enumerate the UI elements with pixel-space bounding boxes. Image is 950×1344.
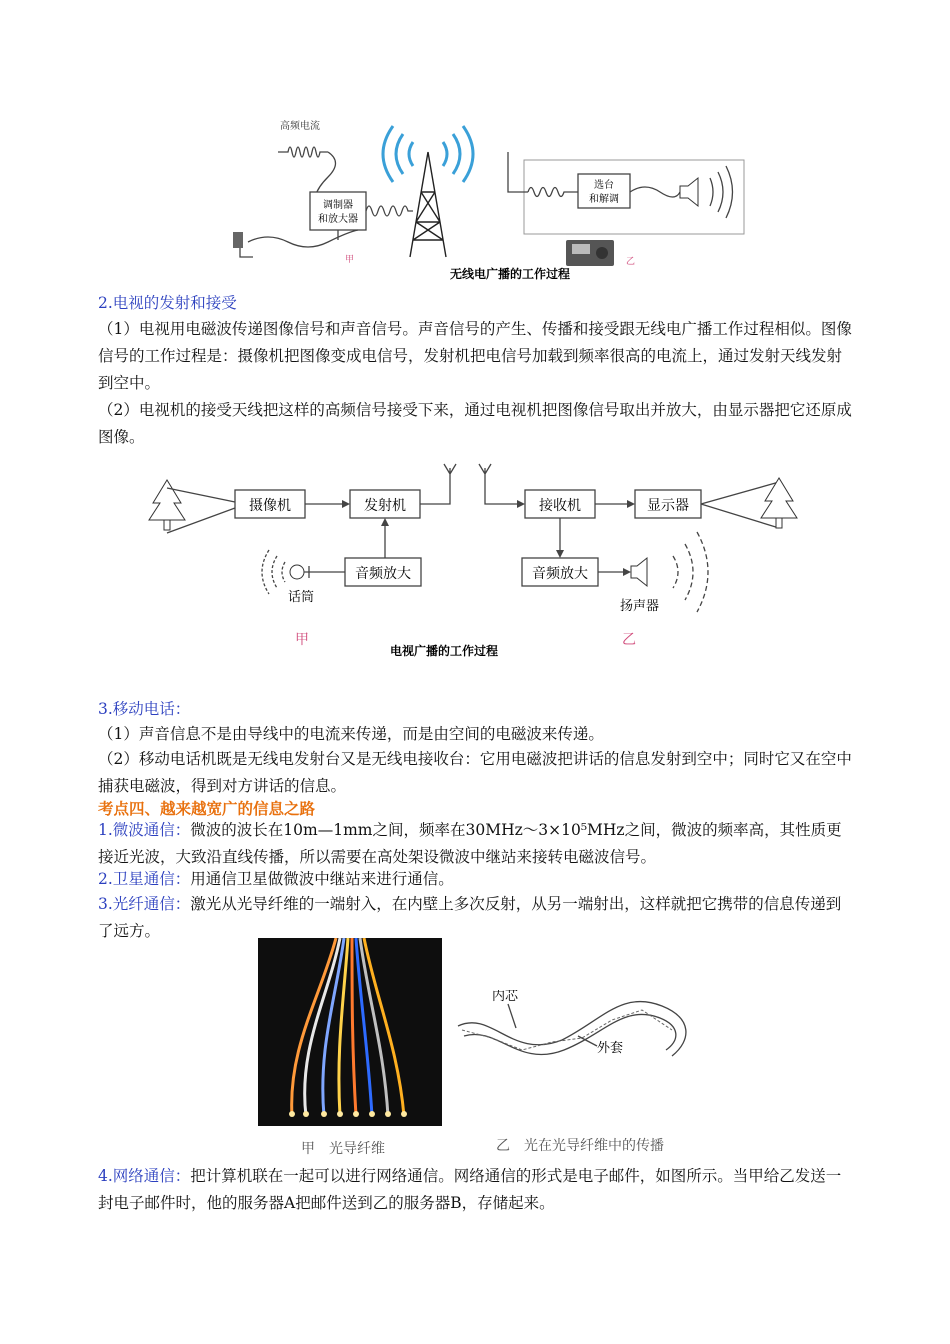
item-1-microwave	[98, 817, 853, 871]
transmitter-antenna	[420, 464, 456, 504]
audio-amp-right-label: 音频放大	[532, 566, 588, 582]
item-3-fiber	[98, 891, 853, 945]
item-4-network	[98, 1163, 853, 1217]
speaker-icon	[631, 558, 647, 586]
microphone-icon	[290, 565, 304, 579]
label-yi-fig2: 乙	[622, 632, 636, 648]
fiber-diagram-caption: 乙 光在光导纤维中的传播	[496, 1138, 664, 1154]
receiver-label: 接收机	[539, 498, 581, 514]
speaker-label: 扬声器	[620, 599, 660, 614]
section-2-paragraph-2: （2）电视机的接受天线把这样的高频信号接受下来，通过电视机把图像信号取出并放大，由显示器把它还原成图像。	[98, 401, 852, 446]
tv-figure-caption: 电视广播的工作过程	[390, 644, 499, 658]
item-4-text: 把计算机联在一起可以进行网络通信。网络通信的形式是电子邮件，如图所示。当甲给乙发送一封电子邮件时，他的服务器A把邮件送到乙的服务器B，存储起来。	[98, 1167, 842, 1212]
mic-line	[304, 566, 345, 578]
optical-fiber-photo	[258, 938, 442, 1126]
audio-wave	[248, 230, 358, 247]
modulator-label-2: 和放大器	[318, 214, 358, 225]
camera-label: 摄像机	[249, 498, 291, 514]
item-3-label: 3.光纤通信：	[98, 895, 191, 913]
tv-broadcast-figure	[145, 458, 810, 673]
tree-icon-left	[149, 480, 185, 530]
item-2-text: 用通信卫星做微波中继站来进行通信。	[190, 870, 454, 888]
tuner-label-1: 选台	[594, 180, 614, 191]
fiber-outer-wall	[458, 1001, 686, 1056]
radio-figure-caption: 无线电广播的工作过程	[450, 267, 571, 281]
item-2-satellite	[98, 866, 853, 893]
section-3-paragraph-1: （1）声音信息不是由导线中的电流来传递，而是由空间的电磁波来传递。	[98, 725, 604, 743]
item-1-label: 1.微波通信：	[98, 821, 191, 839]
section-2-heading: 2.电视的发射和接受	[98, 294, 237, 312]
section-3-paragraph-2: （2）移动电话机既是无线电发射台又是无线电接收台：它用电磁波把讲话的信息发射到空中；同时它又在空中捕获电磁波，得到对方讲话的信息。	[98, 750, 852, 795]
core-pointer	[508, 1004, 516, 1028]
item-2-label: 2.卫星通信：	[98, 870, 191, 888]
received-wave	[528, 188, 578, 197]
section-3-heading: 3.移动电话：	[98, 700, 191, 718]
section-2-paragraph-1: （1）电视用电磁波传递图像信号和声音信号。声音信号的产生、传播和接受跟无线电广播工作过程相似。图像信号的工作过程是：摄像机把图像变成电信号，发射机把电信号加载到频率很高的电流上，通过发射天线发射到空中。	[98, 320, 852, 392]
radio-set-icon	[566, 240, 614, 266]
item-4-label: 4.网络通信：	[98, 1167, 191, 1185]
receiver-antenna	[479, 464, 517, 504]
modulated-wave	[366, 206, 413, 216]
display-label: 显示器	[647, 498, 689, 514]
receiver-antenna	[508, 152, 528, 192]
speaker-icon	[680, 178, 698, 206]
display-view-cone	[701, 482, 779, 528]
fiber-propagation-diagram	[452, 990, 712, 1070]
cladding-label: 外套	[597, 1041, 624, 1056]
label-jia-fig2: 甲	[295, 632, 309, 648]
hf-current-label: 高频电流	[280, 121, 320, 132]
microphone-label: 话筒	[288, 590, 315, 605]
speaker-sound-waves	[673, 532, 708, 612]
demod-wave	[630, 187, 680, 197]
sound-waves-icon	[710, 166, 733, 218]
fiber-photo-caption: 甲 光导纤维	[301, 1141, 385, 1157]
microphone-icon	[233, 232, 253, 257]
label-yi-fig1: 乙	[626, 257, 636, 267]
transmitter-label: 发射机	[364, 498, 406, 514]
light-ray	[462, 1010, 672, 1050]
audio-amp-left-label: 音频放大	[355, 566, 411, 582]
radio-broadcast-figure	[218, 112, 758, 287]
modulator-label-1: 调制器	[323, 200, 353, 211]
mic-sound-waves	[262, 550, 285, 594]
receiver-frame	[524, 160, 744, 234]
item-1-text: 微波的波长在10m—1mm之间，频率在30MHz～3×10⁵MHz之间，微波的频率高，其性质更接近光波，大致沿直线传播，所以需要在高处架设微波中继站来接转电磁波信号。	[98, 821, 842, 866]
tuner-label-2: 和解调	[589, 194, 619, 205]
core-label: 内芯	[492, 990, 519, 1004]
item-3-text: 激光从光导纤维的一端射入，在内壁上多次反射，从另一端射出，这样就把它携带的信息传递到了远方。	[98, 895, 842, 940]
section-4-heading: 考点四、越来越宽广的信息之路	[98, 799, 316, 818]
antenna-tower-icon	[383, 126, 473, 257]
fiber-bundle-drawing	[258, 938, 442, 1126]
label-jia-fig1: 甲	[345, 255, 355, 265]
